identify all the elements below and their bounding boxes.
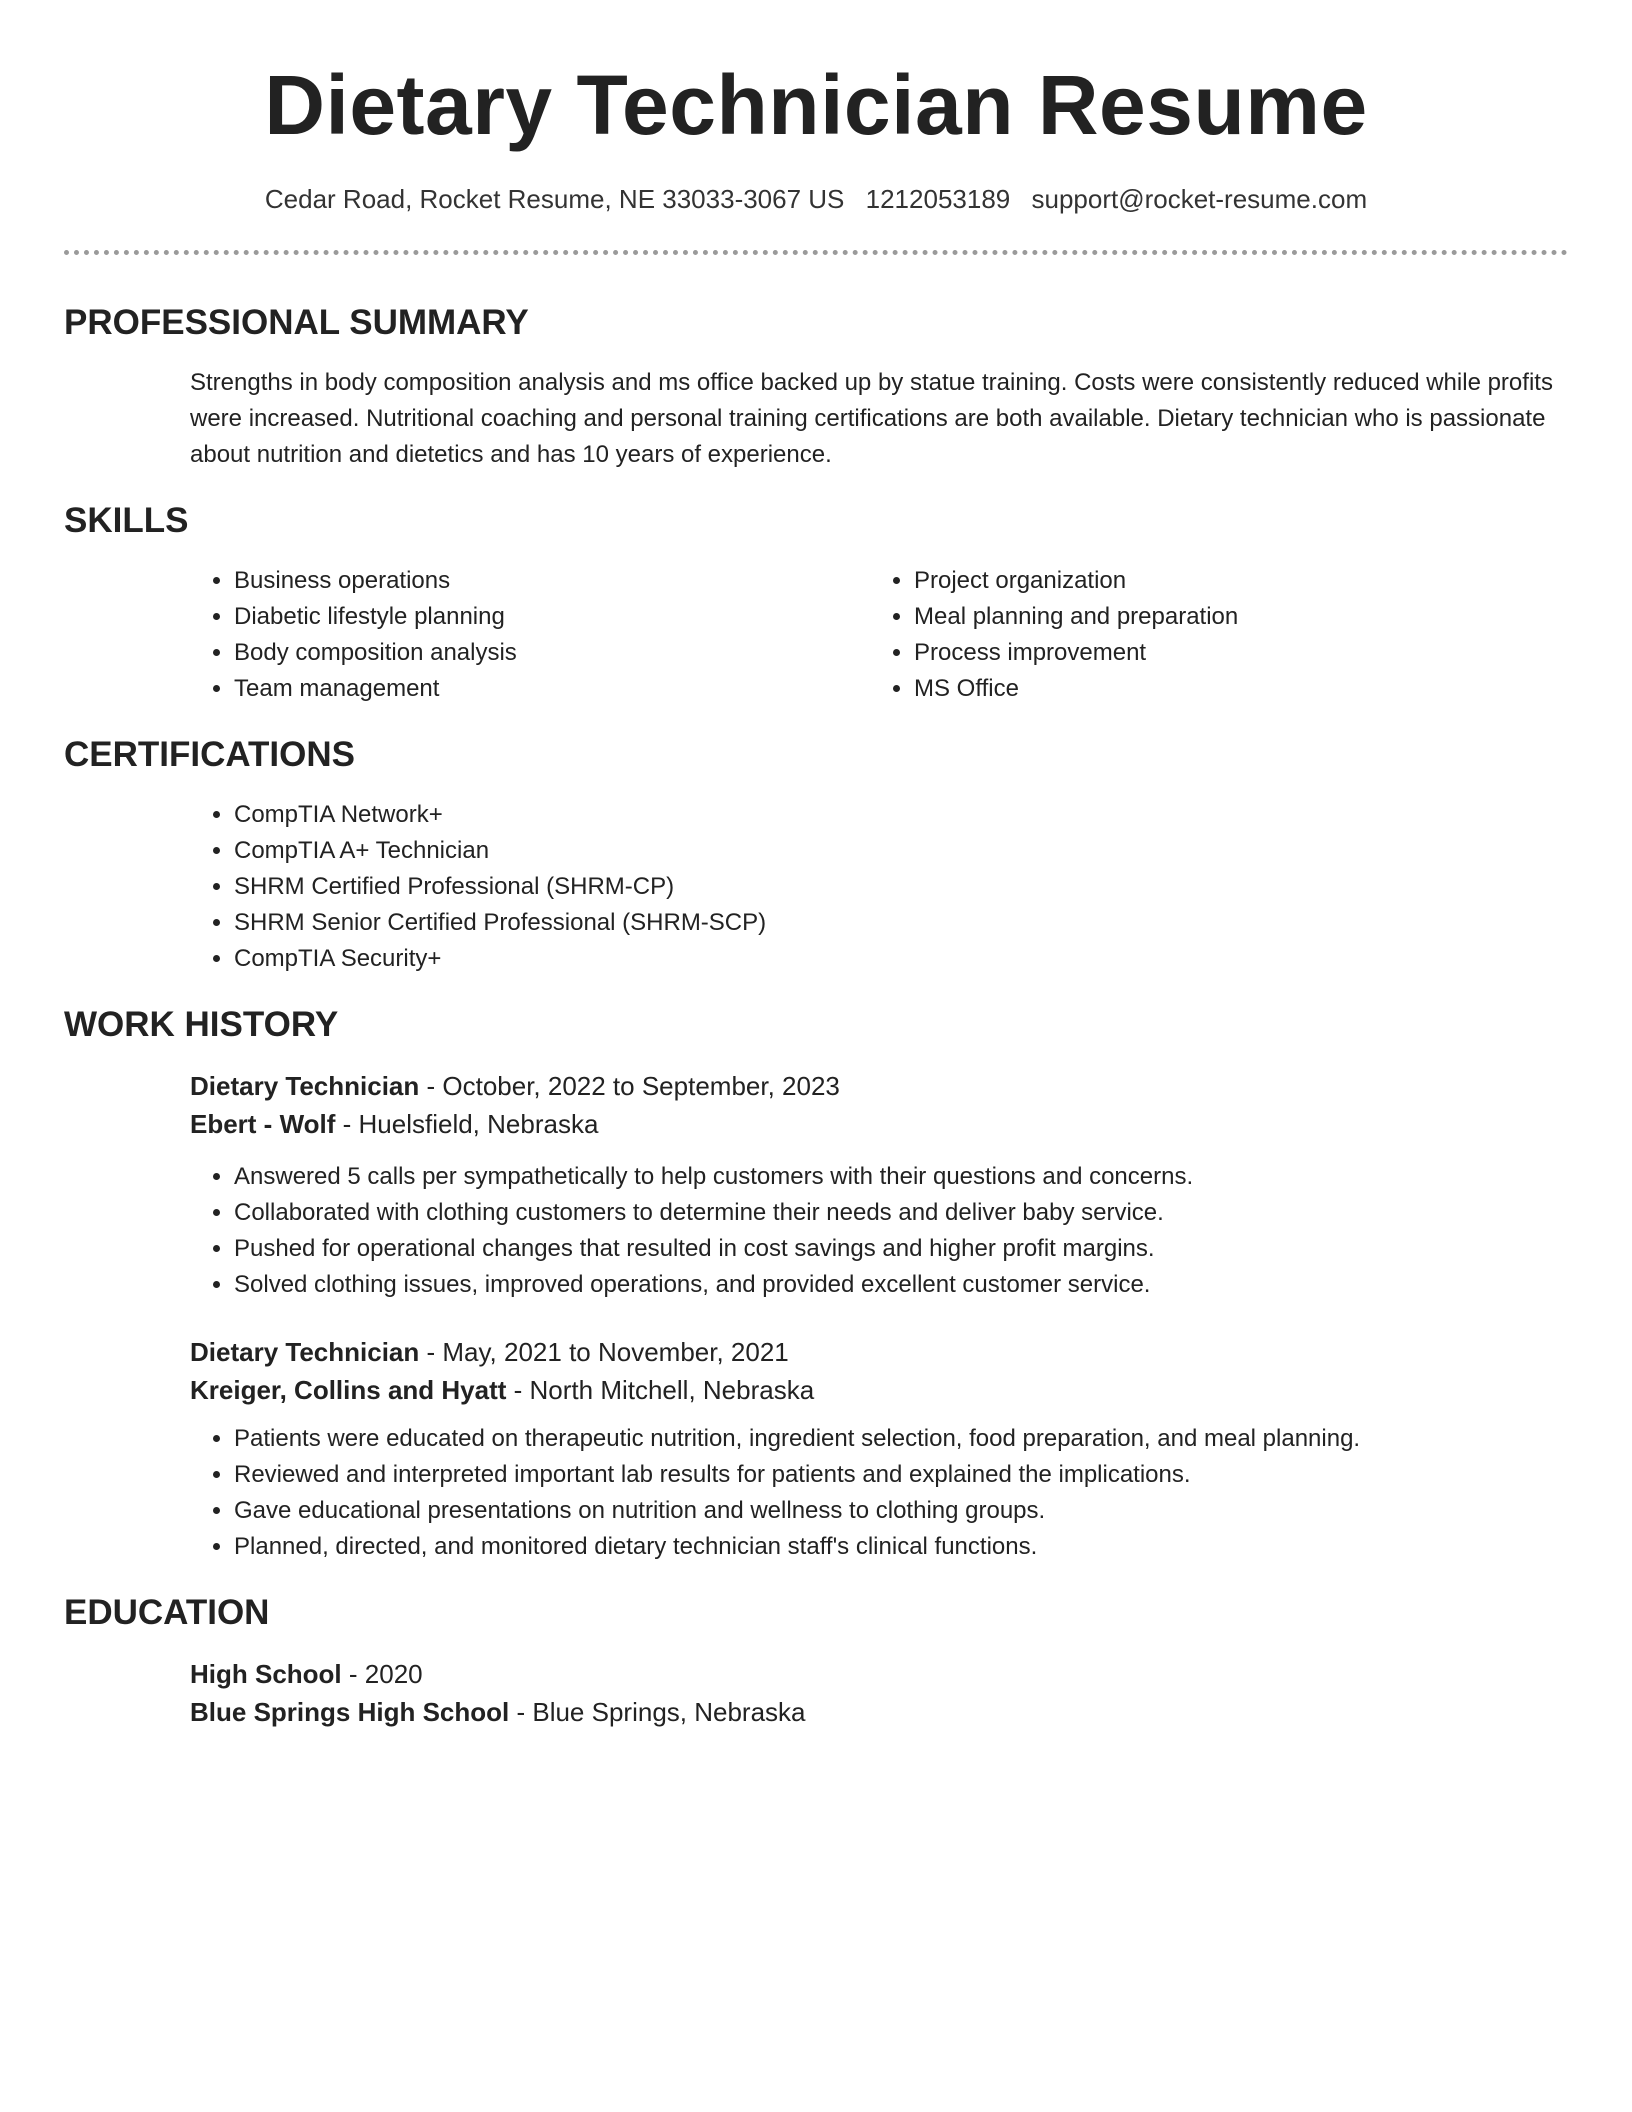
degree: High School — [190, 1659, 342, 1689]
certification-item: • CompTIA Security+ — [234, 941, 1568, 977]
job-title-line — [190, 1333, 1568, 1371]
degree-line — [190, 1655, 1568, 1693]
skill-item: • Diabetic lifestyle planning — [234, 599, 870, 635]
skills-column-left — [190, 563, 870, 707]
skill-item: • MS Office — [914, 671, 1550, 707]
resume-title: Dietary Technician Resume — [264, 58, 1368, 152]
summary-heading: PROFESSIONAL SUMMARY — [64, 303, 529, 342]
certification-item: • SHRM Certified Professional (SHRM-CP) — [234, 869, 1568, 905]
certifications-body — [190, 797, 1568, 977]
employer-location: - North Mitchell, Nebraska — [506, 1375, 815, 1405]
job-entry — [190, 1067, 1568, 1303]
summary-text: Strengths in body composition analysis and ms office backed up by statue training. Costs were consistently reduced while profits were increased. Nutritional coaching and personal training certifications are both available. Dietary technician who is passionate about nutrition and dietetics and has 10 years of experience. — [190, 369, 1553, 468]
employer-line — [190, 1371, 1568, 1409]
graduation-year: - 2020 — [341, 1659, 423, 1689]
job-bullet: • Gave educational presentations on nutrition and wellness to clothing groups. — [234, 1493, 1568, 1529]
education-section — [64, 1591, 1568, 1731]
skills-column-right — [870, 563, 1550, 707]
job-title: Dietary Technician — [190, 1337, 420, 1367]
job-bullet: • Solved clothing issues, improved operations, and provided excellent customer service. — [234, 1267, 1568, 1303]
education-heading: EDUCATION — [64, 1593, 270, 1632]
skills-body — [190, 563, 1568, 707]
certifications-section — [64, 733, 1568, 977]
skill-item: • Business operations — [234, 563, 870, 599]
school-location: - Blue Springs, Nebraska — [509, 1697, 806, 1727]
job-dates: - October, 2022 to September, 2023 — [419, 1071, 840, 1101]
employer-location: - Huelsfield, Nebraska — [335, 1109, 599, 1139]
contact-address: Cedar Road, Rocket Resume, NE 33033-3067 US — [264, 184, 845, 214]
job-bullet: • Patients were educated on therapeutic nutrition, ingredient selection, food preparation, and meal planning. — [234, 1421, 1568, 1457]
job-title-line — [190, 1067, 1568, 1105]
skills-heading: SKILLS — [64, 501, 189, 540]
certification-item: • CompTIA Network+ — [234, 797, 1568, 833]
job-bullet: • Pushed for operational changes that resulted in cost savings and higher profit margins. — [234, 1231, 1568, 1267]
skill-item: • Meal planning and preparation — [914, 599, 1550, 635]
summary-body — [190, 365, 1568, 473]
job-dates: - May, 2021 to November, 2021 — [419, 1337, 789, 1367]
contact-email: support@rocket-resume.com — [1031, 184, 1368, 214]
employer-line — [190, 1105, 1568, 1143]
school-name: Blue Springs High School — [190, 1697, 510, 1727]
skills-section — [64, 499, 1568, 707]
job-bullet: • Collaborated with clothing customers to determine their needs and deliver baby service. — [234, 1195, 1568, 1231]
certifications-heading: CERTIFICATIONS — [64, 735, 356, 774]
work-heading: WORK HISTORY — [64, 1005, 339, 1044]
education-entry — [190, 1655, 1568, 1731]
job-bullet: • Reviewed and interpreted important lab results for patients and explained the implications. — [234, 1457, 1568, 1493]
header-divider — [64, 250, 1568, 255]
contact-line — [64, 182, 1568, 216]
school-line — [190, 1693, 1568, 1731]
skill-item: • Process improvement — [914, 635, 1550, 671]
skills-grid — [190, 563, 1568, 707]
job-bullet: • Planned, directed, and monitored dietary technician staff's clinical functions. — [234, 1529, 1568, 1565]
work-section — [64, 1003, 1568, 1565]
summary-section — [64, 301, 1568, 473]
job-entry — [190, 1333, 1568, 1565]
certification-item: • CompTIA A+ Technician — [234, 833, 1568, 869]
employer-name: Kreiger, Collins and Hyatt — [190, 1375, 507, 1405]
job-bullet: • Answered 5 calls per sympathetically to help customers with their questions and concerns. — [234, 1159, 1568, 1195]
skill-item: • Body composition analysis — [234, 635, 870, 671]
employer-name: Ebert - Wolf — [190, 1109, 336, 1139]
skill-item: • Project organization — [914, 563, 1550, 599]
contact-phone: 1212053189 — [865, 184, 1011, 214]
job-title: Dietary Technician — [190, 1071, 420, 1101]
certification-item: • SHRM Senior Certified Professional (SHRM-SCP) — [234, 905, 1568, 941]
skill-item: • Team management — [234, 671, 870, 707]
